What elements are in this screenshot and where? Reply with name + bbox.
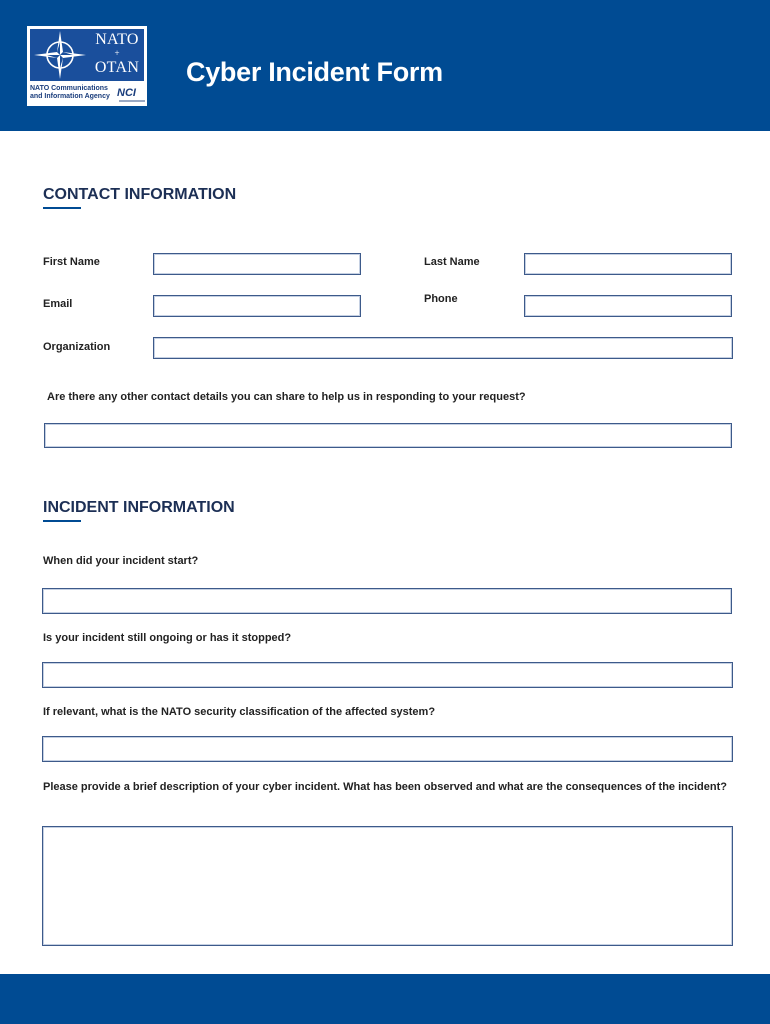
nci-logo-text: NCI — [117, 87, 136, 99]
nci-logo-underline — [119, 100, 145, 102]
contact-section-title: CONTACT INFORMATION — [43, 186, 237, 203]
email-field[interactable] — [153, 295, 361, 317]
logo-agency-line2: and Information Agency — [30, 93, 110, 100]
other-details-label: Are there any other contact details you can share to help us in responding to your request? — [47, 391, 526, 403]
first-name-label: First Name — [43, 256, 100, 268]
incident-description-textarea[interactable] — [42, 826, 733, 946]
description-label: Please provide a brief description of your cyber incident. What has been observed and what are the consequences of the incident? — [43, 781, 727, 793]
logo-nato-text: NATO — [95, 31, 139, 48]
logo-otan-text: OTAN — [94, 59, 140, 76]
organization-field[interactable] — [153, 337, 733, 359]
last-name-field[interactable] — [524, 253, 732, 275]
organization-label: Organization — [43, 341, 111, 353]
email-label: Email — [43, 298, 73, 310]
logo-agency-name — [30, 85, 110, 101]
incident-ongoing-field[interactable] — [42, 662, 733, 688]
page-title: Cyber Incident Form — [186, 57, 443, 87]
nato-nci-logo — [27, 26, 147, 106]
incident-ongoing-label: Is your incident still ongoing or has it stopped? — [43, 632, 292, 644]
nato-compass-icon — [30, 29, 90, 81]
footer-band — [0, 974, 770, 1024]
phone-label: Phone — [424, 293, 458, 305]
logo-agency-line1: NATO Communications — [30, 85, 108, 92]
incident-start-label: When did your incident start? — [43, 555, 199, 567]
header-band — [0, 0, 770, 131]
phone-field[interactable] — [524, 295, 732, 317]
logo-plus-text: + — [114, 48, 120, 58]
classification-field[interactable] — [42, 736, 733, 762]
incident-start-field[interactable] — [42, 588, 732, 614]
contact-section-underline — [43, 207, 81, 209]
other-details-field[interactable] — [44, 423, 732, 448]
classification-label: If relevant, what is the NATO security classification of the affected system? — [43, 706, 436, 718]
incident-section-underline — [43, 520, 81, 522]
logo-wordmark — [90, 29, 144, 81]
incident-section-title: INCIDENT INFORMATION — [43, 499, 235, 516]
last-name-label: Last Name — [424, 256, 480, 268]
first-name-field[interactable] — [153, 253, 361, 275]
